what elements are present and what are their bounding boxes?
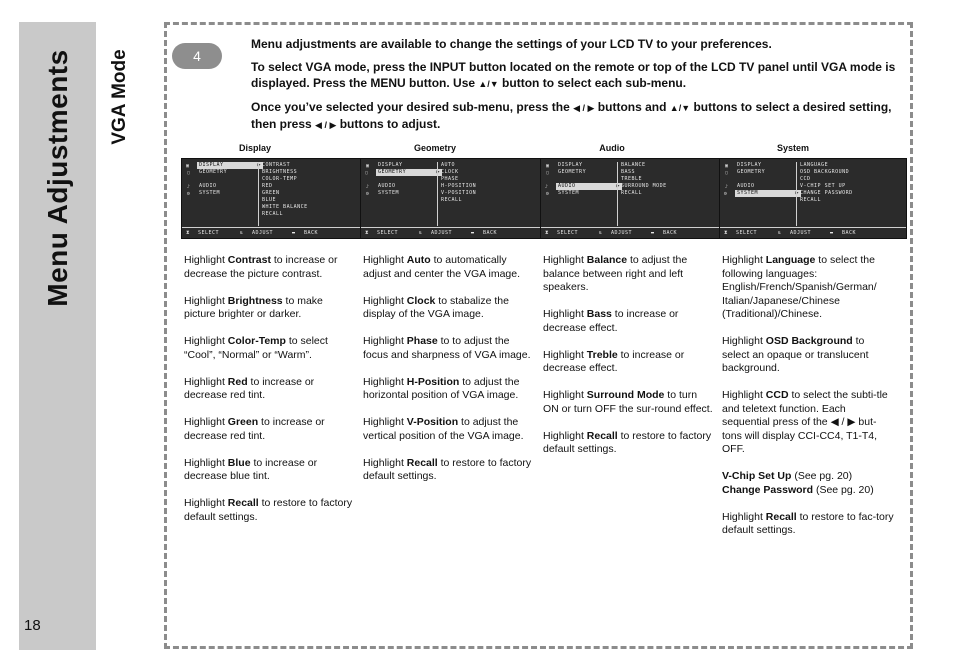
setting-name: CCD xyxy=(765,389,789,401)
description-text: Highlight xyxy=(363,456,407,469)
osd-submenu-item: SURROUND MODE xyxy=(621,183,667,189)
description-text: Highlight xyxy=(722,335,766,347)
osd-gap xyxy=(544,176,615,183)
osd-gap xyxy=(723,176,794,183)
setting-name: Clock xyxy=(406,294,436,307)
description-display xyxy=(184,254,356,538)
osd-footer xyxy=(361,227,550,238)
osd-menu-item xyxy=(545,183,622,190)
column-heading-geometry: Geometry xyxy=(413,143,457,153)
column-heading-display: Display xyxy=(238,143,271,153)
description-paragraph xyxy=(184,254,356,281)
osd-menu-label: SYSTEM xyxy=(558,190,580,196)
description-audio xyxy=(543,254,715,470)
description-paragraph xyxy=(184,376,356,403)
description-text: Highlight xyxy=(543,348,587,361)
osd-main-menu xyxy=(544,162,620,226)
description-text: Highlight xyxy=(543,429,587,442)
description-text: Highlight xyxy=(184,335,228,347)
description-paragraph xyxy=(363,254,535,281)
osd-select-icon: ⧗ xyxy=(545,230,550,236)
setting-name: Auto xyxy=(406,254,431,266)
up-down-arrow-icon: ▲/▼ xyxy=(478,79,499,89)
setting-name: V-Position xyxy=(406,416,459,428)
description-text: to adjust the vertical position of the VGA image. xyxy=(363,416,524,442)
osd-menu-icon: ▢ xyxy=(365,170,369,176)
osd-menu-label: GEOMETRY xyxy=(558,169,587,175)
description-text: to restore to fac-tory default settings. xyxy=(722,510,894,536)
description-text: to adjust the balance between right and left speakers. xyxy=(543,254,688,293)
osd-menu-icon: ▣ xyxy=(546,163,550,169)
osd-menu-label: DISPLAY xyxy=(199,162,224,168)
setting-name: Red xyxy=(227,375,248,388)
osd-menu-icon: ♪ xyxy=(187,184,191,190)
setting-name: Contrast xyxy=(227,254,271,266)
intro-text-part: buttons and xyxy=(594,100,670,114)
description-text: to restore to factory default settings. xyxy=(184,497,353,523)
osd-submenu-item: V-POSITION xyxy=(441,190,477,196)
osd-menu-item xyxy=(364,190,435,197)
osd-adjust-icon: ⇅ xyxy=(599,230,603,236)
description-text: to stabalize the display of the VGA image. xyxy=(363,294,509,320)
osd-screenshot-audio xyxy=(540,158,728,239)
osd-footer xyxy=(182,227,368,238)
osd-pointer-icon: ▶ xyxy=(436,169,440,175)
osd-submenu-item: BRIGHTNESS xyxy=(262,169,298,175)
osd-menu-icon: ▢ xyxy=(187,170,191,176)
osd-menu-icon: ♪ xyxy=(545,184,549,190)
description-text: to adjust the horizontal position of VGA image. xyxy=(363,375,520,401)
intro-text-part: Once you’ve selected your desired sub-menu, press the xyxy=(251,100,574,114)
osd-menu-icon: ♪ xyxy=(725,184,729,190)
up-down-arrow-icon: ▲/▼ xyxy=(669,103,691,113)
intro-text-part: To select VGA mode, press the INPUT button located on the remote or top of the LCD TV panel until VGA mode is displayed. Press the MENU button. Use xyxy=(251,60,896,90)
osd-submenu-item: COLOR-TEMP xyxy=(262,176,298,182)
osd-submenu-item: AUTO xyxy=(441,162,456,168)
description-text: Highlight xyxy=(722,510,766,523)
intro-paragraph-3 xyxy=(251,99,901,133)
osd-submenu-item: PHASE xyxy=(441,176,459,182)
osd-menu-item xyxy=(365,169,442,176)
osd-menu-item xyxy=(185,169,256,176)
setting-name: OSD Background xyxy=(765,335,853,347)
description-text: to increase or decrease red tint. xyxy=(184,375,315,401)
osd-screenshot-display xyxy=(181,158,369,239)
setting-name: Recall xyxy=(765,510,797,523)
description-text: Highlight xyxy=(543,389,587,401)
description-text: to select the subti-tle and teletext function. Each sequential press of the ◀ / ▶ but-tons will display CCI-CC4, T1-T4, OFF. xyxy=(722,389,888,455)
osd-menu-item xyxy=(185,190,256,197)
description-text: (See pg. 20) xyxy=(813,483,874,496)
setting-name: V-Chip Set Up xyxy=(722,470,792,482)
description-text: to select an opaque or translucent background. xyxy=(722,335,869,374)
osd-adjust-icon: ⇅ xyxy=(240,230,244,236)
setting-name: Recall xyxy=(586,429,618,442)
osd-back-icon: ▬ xyxy=(292,230,296,236)
osd-select-icon: ⧗ xyxy=(186,230,191,236)
osd-footer-back: BACK xyxy=(663,230,678,236)
osd-menu-label: AUDIO xyxy=(199,183,217,189)
description-text: to select “Cool”, “Normal” or “Warm”. xyxy=(184,335,328,361)
osd-menu-item xyxy=(185,183,256,190)
description-paragraph xyxy=(363,376,535,403)
setting-name: H-Position xyxy=(406,375,460,388)
osd-menu-item xyxy=(364,183,435,190)
osd-menu-icon: ♪ xyxy=(366,184,370,190)
description-text: to increase or decrease the picture contrast. xyxy=(184,254,338,280)
osd-submenu-item: BASS xyxy=(621,169,636,175)
osd-menu-label: SYSTEM xyxy=(378,190,400,196)
setting-name: Surround Mode xyxy=(586,389,665,401)
column-heading-system: System xyxy=(776,143,810,153)
setting-name: Language xyxy=(765,254,816,266)
setting-name: Blue xyxy=(227,456,251,469)
osd-submenu xyxy=(437,162,545,226)
description-text: Highlight xyxy=(184,375,228,388)
description-text: Highlight xyxy=(363,335,407,347)
osd-footer-back: BACK xyxy=(483,230,498,236)
osd-main-menu xyxy=(185,162,261,226)
osd-menu-label: AUDIO xyxy=(558,183,576,189)
osd-footer-back: BACK xyxy=(304,230,319,236)
description-paragraph xyxy=(543,254,715,295)
description-paragraph xyxy=(184,416,356,443)
setting-name: Recall xyxy=(227,497,259,509)
osd-menu-icon: ▣ xyxy=(186,163,190,169)
description-paragraph xyxy=(722,335,894,376)
description-paragraph xyxy=(543,389,715,416)
osd-footer-adjust: ADJUST xyxy=(611,230,633,236)
osd-menu-icon: ▢ xyxy=(546,170,550,176)
step-badge: 4 xyxy=(172,43,222,69)
description-system xyxy=(722,254,894,551)
page-number: 18 xyxy=(24,617,41,634)
intro-text-part: button to select each sub-menu. xyxy=(498,76,687,90)
osd-menu-label: GEOMETRY xyxy=(199,169,228,175)
osd-footer-select: SELECT xyxy=(198,230,220,236)
description-paragraph xyxy=(722,389,894,457)
setting-name: Treble xyxy=(586,348,618,361)
osd-adjust-icon: ⇅ xyxy=(778,230,782,236)
description-text: to restore to factory default settings. xyxy=(363,456,532,482)
description-paragraph xyxy=(184,497,356,524)
osd-menu-item xyxy=(544,169,615,176)
setting-name: Change Password xyxy=(722,483,814,496)
intro-text-part: buttons to adjust. xyxy=(336,117,441,131)
osd-menu-icon: ▣ xyxy=(725,163,729,169)
setting-name: Brightness xyxy=(227,294,283,307)
osd-menu-label: AUDIO xyxy=(378,183,396,189)
description-text: Highlight xyxy=(543,254,587,266)
osd-submenu-item: BLUE xyxy=(262,197,277,203)
description-text: Highlight xyxy=(722,254,766,266)
osd-submenu-item: RED xyxy=(262,183,273,189)
osd-submenu-item: CLOCK xyxy=(441,169,459,175)
osd-submenu-item: LANGUAGE xyxy=(800,162,829,168)
osd-menu-label: SYSTEM xyxy=(199,190,221,196)
osd-menu-item xyxy=(724,190,801,197)
description-text: Highlight xyxy=(363,254,407,266)
osd-footer-adjust: ADJUST xyxy=(431,230,453,236)
osd-menu-label: DISPLAY xyxy=(378,162,403,168)
osd-main-menu xyxy=(364,162,440,226)
osd-submenu-item: CCD xyxy=(800,176,811,182)
description-text: to automatically adjust and center the VGA image. xyxy=(363,254,521,280)
intro-paragraph-1: Menu adjustments are available to change the settings of your LCD TV to your preferences. xyxy=(251,37,772,51)
description-paragraph xyxy=(722,470,894,497)
osd-submenu-item: OSD BACKGROUND xyxy=(800,169,850,175)
osd-menu-item xyxy=(544,190,615,197)
setting-name: Recall xyxy=(406,456,438,469)
description-text: to increase or decrease red tint. xyxy=(184,416,325,442)
description-text: Highlight xyxy=(184,456,228,469)
description-paragraph xyxy=(363,335,535,362)
osd-footer-select: SELECT xyxy=(736,230,758,236)
description-text: (See pg. 20) xyxy=(791,470,853,482)
osd-footer-adjust: ADJUST xyxy=(252,230,274,236)
osd-submenu-item: GREEN xyxy=(262,190,280,196)
osd-menu-label: DISPLAY xyxy=(737,162,762,168)
osd-select-icon: ⧗ xyxy=(365,230,370,236)
osd-menu-label: GEOMETRY xyxy=(378,169,407,175)
description-text: Highlight xyxy=(363,294,407,307)
osd-back-icon: ▬ xyxy=(471,230,475,236)
description-text: Highlight xyxy=(543,308,587,320)
osd-menu-item xyxy=(723,162,794,169)
osd-submenu xyxy=(258,162,366,226)
page-title: Menu Adjustments xyxy=(42,49,73,307)
description-text: Highlight xyxy=(184,497,228,509)
description-paragraph xyxy=(363,457,535,484)
description-text: to make picture brighter or darker. xyxy=(184,294,323,320)
osd-footer xyxy=(720,227,906,238)
left-right-arrow-icon: ◀ / ▶ xyxy=(315,120,337,130)
description-paragraph xyxy=(722,254,894,322)
description-text: Highlight xyxy=(363,375,407,388)
description-text: to select the following languages: English/French/Spanish/German/ Italian/Japanese/Chinese (Traditional)/Chinese. xyxy=(722,254,877,320)
osd-screenshot-geometry xyxy=(360,158,548,239)
description-text: Highlight xyxy=(184,254,228,266)
osd-footer-select: SELECT xyxy=(377,230,399,236)
osd-footer-adjust: ADJUST xyxy=(790,230,812,236)
osd-menu-icon: ▣ xyxy=(366,163,370,169)
description-geometry xyxy=(363,254,535,497)
osd-menu-icon: ⚙ xyxy=(546,191,550,197)
osd-adjust-icon: ⇅ xyxy=(419,230,423,236)
osd-menu-label: AUDIO xyxy=(737,183,755,189)
setting-name: Color-Temp xyxy=(227,335,286,347)
osd-back-icon: ▬ xyxy=(651,230,655,236)
osd-footer-select: SELECT xyxy=(557,230,579,236)
osd-screenshot-system xyxy=(719,158,907,239)
osd-menu-label: GEOMETRY xyxy=(737,169,766,175)
osd-submenu xyxy=(617,162,725,226)
osd-select-icon: ⧗ xyxy=(724,230,729,236)
osd-back-icon: ▬ xyxy=(830,230,834,236)
osd-main-menu xyxy=(723,162,799,226)
intro-text-part: buttons to select a desired setting, then press xyxy=(251,100,892,131)
description-text: to increase or decrease effect. xyxy=(543,308,679,334)
osd-menu-item xyxy=(544,162,615,169)
osd-submenu-item: RECALL xyxy=(800,197,822,203)
description-paragraph xyxy=(184,457,356,484)
osd-pointer-icon: ▶ xyxy=(795,190,799,196)
description-paragraph xyxy=(363,416,535,443)
column-heading-audio: Audio xyxy=(599,143,625,153)
osd-menu-item xyxy=(723,183,794,190)
osd-menu-item xyxy=(364,162,435,169)
description-text: to to adjust the focus and sharpness of VGA image. xyxy=(363,335,531,361)
osd-submenu-item: BALANCE xyxy=(621,162,646,168)
description-text: to increase or decrease blue tint. xyxy=(184,456,318,482)
description-paragraph xyxy=(184,335,356,362)
left-right-arrow-icon: ◀ / ▶ xyxy=(573,103,595,113)
osd-menu-icon: ⚙ xyxy=(187,191,191,197)
intro-paragraph-2 xyxy=(251,59,901,92)
setting-name: Bass xyxy=(586,308,612,320)
osd-gap xyxy=(185,176,256,183)
osd-submenu-item: RECALL xyxy=(262,211,284,217)
description-text: Highlight xyxy=(722,389,766,401)
description-text: to turn ON or turn OFF the sur-round effect. xyxy=(543,389,713,415)
osd-menu-icon: ⚙ xyxy=(724,191,728,197)
setting-name: Phase xyxy=(406,335,438,347)
description-paragraph xyxy=(184,295,356,322)
osd-submenu-item: CHANGE PASSWORD xyxy=(800,190,853,196)
description-paragraph xyxy=(543,430,715,457)
setting-name: Balance xyxy=(586,254,628,266)
description-text: Highlight xyxy=(184,294,228,307)
osd-submenu-item: RECALL xyxy=(621,190,643,196)
osd-menu-icon: ⚙ xyxy=(366,191,370,197)
description-paragraph xyxy=(722,511,894,538)
osd-pointer-icon: ▶ xyxy=(616,183,620,189)
description-text: Highlight xyxy=(363,416,407,428)
description-text: to increase or decrease effect. xyxy=(543,348,685,374)
description-paragraph xyxy=(543,349,715,376)
setting-name: Green xyxy=(227,416,259,428)
osd-pointer-icon: ▶ xyxy=(257,162,261,168)
osd-menu-label: DISPLAY xyxy=(558,162,583,168)
osd-submenu-item: H-POSITION xyxy=(441,183,477,189)
intro-text xyxy=(251,36,901,140)
osd-submenu-item: WHITE BALANCE xyxy=(262,204,308,210)
section-title: VGA Mode xyxy=(109,49,130,145)
osd-submenu xyxy=(796,162,904,226)
osd-footer-back: BACK xyxy=(842,230,857,236)
description-paragraph xyxy=(363,295,535,322)
description-text: to restore to factory default settings. xyxy=(543,429,712,455)
osd-footer xyxy=(541,227,727,238)
osd-submenu-item: CONTRAST xyxy=(262,162,291,168)
osd-submenu-item: V-CHIP SET UP xyxy=(800,183,846,189)
description-paragraph xyxy=(543,308,715,335)
osd-menu-icon: ▢ xyxy=(725,170,729,176)
description-text: Highlight xyxy=(184,416,228,428)
osd-menu-label: SYSTEM xyxy=(737,190,759,196)
osd-submenu-item: TREBLE xyxy=(621,176,643,182)
osd-submenu-item: RECALL xyxy=(441,197,463,203)
osd-menu-item xyxy=(723,169,794,176)
osd-gap xyxy=(364,176,435,183)
osd-menu-item xyxy=(186,162,263,169)
